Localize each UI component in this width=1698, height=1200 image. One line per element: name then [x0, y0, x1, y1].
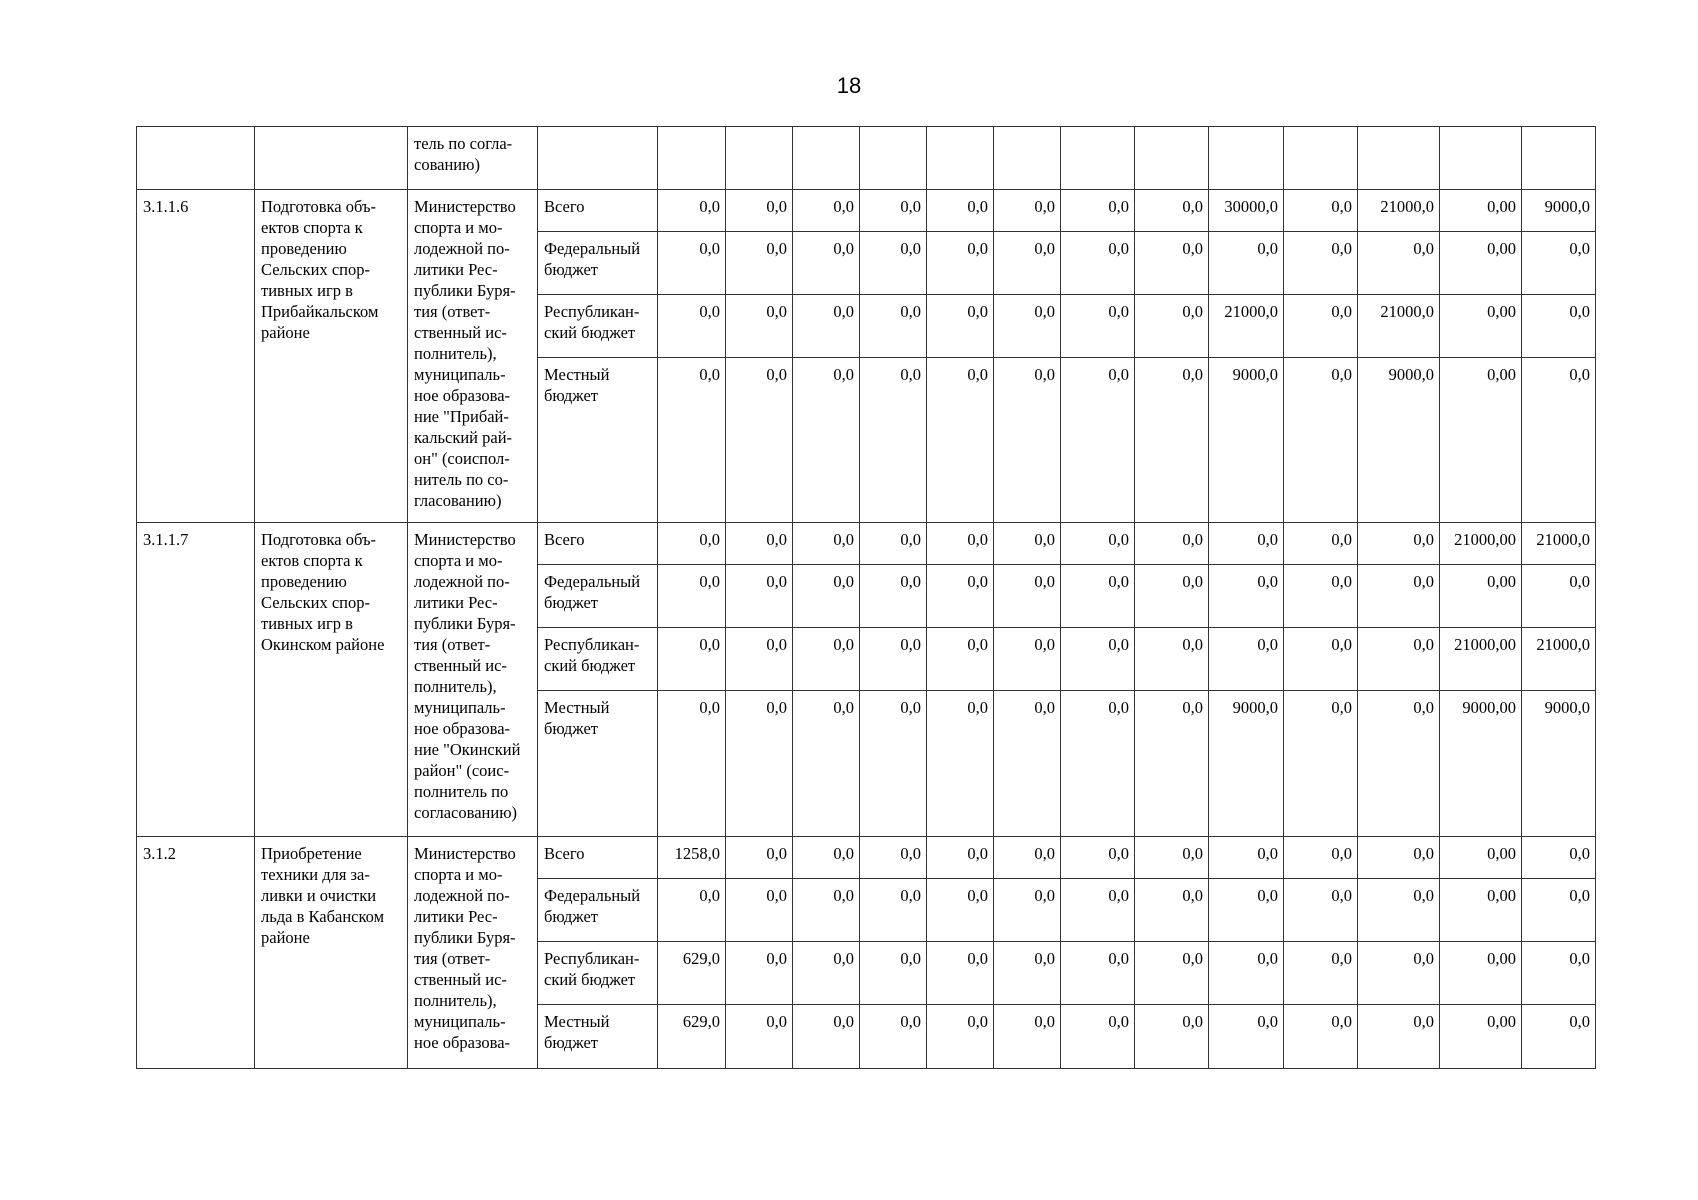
- amount-cell: 0,0: [860, 295, 927, 358]
- amount-cell: 0,0: [860, 1005, 927, 1069]
- amount-cell: 0,0: [994, 879, 1061, 942]
- budget-table: [136, 126, 1596, 1069]
- amount-cell: 0,0: [1209, 879, 1284, 942]
- value-cell: [1061, 127, 1135, 190]
- amount-cell: 0,0: [726, 358, 793, 523]
- amount-cell: 0,0: [1061, 942, 1135, 1005]
- activity-code: 3.1.1.6: [137, 190, 255, 523]
- amount-cell: 0,0: [1135, 565, 1209, 628]
- amount-cell: 0,0: [927, 565, 994, 628]
- amount-cell: 0,0: [1135, 358, 1209, 523]
- amount-cell: 0,00: [1440, 942, 1522, 1005]
- amount-cell: 0,0: [726, 190, 793, 232]
- amount-cell: 0,0: [726, 691, 793, 837]
- amount-cell: 629,0: [658, 1005, 726, 1069]
- amount-cell: 0,0: [927, 837, 994, 879]
- amount-cell: 0,0: [860, 942, 927, 1005]
- amount-cell: 0,0: [726, 628, 793, 691]
- amount-cell: 0,0: [994, 837, 1061, 879]
- activity-name: Подготовка объ- ектов спорта к проведению Сельских спор- тивных игр в Окинском районе: [255, 523, 408, 837]
- value-cell: [1440, 127, 1522, 190]
- table-row: [137, 523, 1596, 565]
- amount-cell: 0,0: [658, 190, 726, 232]
- amount-cell: 0,0: [1284, 691, 1358, 837]
- amount-cell: 0,0: [1135, 628, 1209, 691]
- amount-cell: 0,0: [1061, 190, 1135, 232]
- amount-cell: 0,0: [860, 691, 927, 837]
- amount-cell: 0,0: [1135, 523, 1209, 565]
- amount-cell: 0,0: [1284, 295, 1358, 358]
- code-cell: [137, 127, 255, 190]
- table-row: [137, 837, 1596, 879]
- amount-cell: 0,0: [1061, 523, 1135, 565]
- amount-cell: 0,0: [1284, 1005, 1358, 1069]
- amount-cell: 0,0: [1358, 879, 1440, 942]
- value-cell: [994, 127, 1061, 190]
- amount-cell: 0,0: [726, 565, 793, 628]
- amount-cell: 0,0: [927, 628, 994, 691]
- amount-cell: 0,0: [860, 565, 927, 628]
- amount-cell: 0,0: [1284, 628, 1358, 691]
- amount-cell: 0,0: [793, 232, 860, 295]
- amount-cell: 0,0: [994, 523, 1061, 565]
- amount-cell: 0,0: [726, 523, 793, 565]
- amount-cell: 0,0: [860, 837, 927, 879]
- amount-cell: 0,00: [1440, 879, 1522, 942]
- amount-cell: 0,0: [1522, 232, 1596, 295]
- amount-cell: 0,0: [1209, 942, 1284, 1005]
- amount-cell: 0,0: [1061, 358, 1135, 523]
- amount-cell: 9000,0: [1358, 358, 1440, 523]
- amount-cell: 0,0: [860, 879, 927, 942]
- amount-cell: 0,0: [1358, 232, 1440, 295]
- amount-cell: 0,0: [726, 879, 793, 942]
- amount-cell: 0,0: [793, 523, 860, 565]
- amount-cell: 0,0: [1135, 232, 1209, 295]
- executor: Министерство спорта и мо- лодежной по- литики Рес- публики Буря- тия (ответ- ственный ис- полнитель), муниципаль- ное образова- ние "Прибай- кальский рай- он" (соиспол- нитель по со- гласованию): [408, 190, 538, 523]
- amount-cell: 0,0: [1284, 523, 1358, 565]
- funding-source-total: Всего: [538, 523, 658, 565]
- amount-cell: 0,0: [1135, 879, 1209, 942]
- amount-cell: 0,00: [1440, 295, 1522, 358]
- amount-cell: 0,0: [1284, 232, 1358, 295]
- funding-source-total: Всего: [538, 837, 658, 879]
- amount-cell: 0,0: [1284, 565, 1358, 628]
- amount-cell: 0,00: [1440, 565, 1522, 628]
- amount-cell: 0,0: [1209, 1005, 1284, 1069]
- amount-cell: 0,0: [1358, 1005, 1440, 1069]
- funding-source-total: Всего: [538, 190, 658, 232]
- amount-cell: 0,0: [793, 879, 860, 942]
- amount-cell: 0,0: [927, 358, 994, 523]
- amount-cell: 0,0: [1135, 190, 1209, 232]
- amount-cell: 0,0: [658, 358, 726, 523]
- funding-source-local: Местный бюджет: [538, 1005, 658, 1069]
- amount-cell: 0,0: [1061, 837, 1135, 879]
- amount-cell: 0,0: [1522, 565, 1596, 628]
- amount-cell: 0,0: [927, 295, 994, 358]
- amount-cell: 0,00: [1440, 837, 1522, 879]
- amount-cell: 0,0: [793, 837, 860, 879]
- amount-cell: 0,0: [658, 628, 726, 691]
- amount-cell: 0,0: [1358, 628, 1440, 691]
- value-cell: [1284, 127, 1358, 190]
- amount-cell: 0,0: [1135, 1005, 1209, 1069]
- amount-cell: 0,0: [1358, 942, 1440, 1005]
- source-cell: [538, 127, 658, 190]
- activity-code: 3.1.1.7: [137, 523, 255, 837]
- amount-cell: 0,00: [1440, 358, 1522, 523]
- amount-cell: 0,0: [1358, 565, 1440, 628]
- amount-cell: 0,0: [994, 691, 1061, 837]
- executor-text: тель по согла- сованию): [414, 134, 513, 174]
- amount-cell: 0,0: [927, 232, 994, 295]
- value-cell: [726, 127, 793, 190]
- amount-cell: 0,0: [658, 295, 726, 358]
- amount-cell: 21000,0: [1522, 523, 1596, 565]
- funding-source-federal: Федеральный бюджет: [538, 565, 658, 628]
- amount-cell: 0,0: [1209, 523, 1284, 565]
- funding-source-local: Местный бюджет: [538, 358, 658, 523]
- amount-cell: 0,0: [658, 523, 726, 565]
- amount-cell: 0,0: [927, 879, 994, 942]
- amount-cell: 0,0: [1061, 295, 1135, 358]
- amount-cell: 0,0: [793, 628, 860, 691]
- amount-cell: 9000,0: [1522, 190, 1596, 232]
- amount-cell: 0,0: [860, 628, 927, 691]
- funding-source-republican: Республикан- ский бюджет: [538, 942, 658, 1005]
- amount-cell: 0,0: [658, 879, 726, 942]
- amount-cell: 0,0: [726, 295, 793, 358]
- executor: Министерство спорта и мо- лодежной по- литики Рес- публики Буря- тия (ответ- ственный ис- полнитель), муниципаль- ное образова-: [408, 837, 538, 1069]
- page-number: 18: [836, 73, 862, 98]
- value-cell: [1522, 127, 1596, 190]
- amount-cell: 9000,0: [1209, 691, 1284, 837]
- amount-cell: 0,0: [793, 565, 860, 628]
- amount-cell: 0,0: [927, 523, 994, 565]
- amount-cell: 0,0: [927, 190, 994, 232]
- amount-cell: 0,0: [1522, 942, 1596, 1005]
- amount-cell: 0,0: [793, 1005, 860, 1069]
- amount-cell: 0,0: [793, 358, 860, 523]
- amount-cell: 0,0: [1135, 837, 1209, 879]
- amount-cell: 0,0: [726, 1005, 793, 1069]
- amount-cell: 0,0: [793, 295, 860, 358]
- amount-cell: 0,0: [1209, 232, 1284, 295]
- value-cell: [793, 127, 860, 190]
- amount-cell: 0,0: [860, 358, 927, 523]
- funding-source-republican: Республикан- ский бюджет: [538, 628, 658, 691]
- amount-cell: 0,0: [1209, 565, 1284, 628]
- amount-cell: 0,0: [726, 837, 793, 879]
- amount-cell: 0,0: [1284, 879, 1358, 942]
- amount-cell: 0,0: [1135, 691, 1209, 837]
- amount-cell: 0,0: [658, 691, 726, 837]
- amount-cell: 0,0: [726, 232, 793, 295]
- amount-cell: 0,00: [1440, 190, 1522, 232]
- amount-cell: 0,0: [1284, 358, 1358, 523]
- executor-cell: [408, 127, 538, 190]
- amount-cell: 21000,00: [1440, 523, 1522, 565]
- funding-source-federal: Федеральный бюджет: [538, 232, 658, 295]
- amount-cell: 0,0: [1061, 565, 1135, 628]
- amount-cell: 0,0: [1061, 232, 1135, 295]
- value-cell: [658, 127, 726, 190]
- amount-cell: 0,0: [1522, 879, 1596, 942]
- amount-cell: 0,00: [1440, 232, 1522, 295]
- amount-cell: 0,0: [927, 942, 994, 1005]
- amount-cell: 0,0: [927, 1005, 994, 1069]
- value-cell: [1135, 127, 1209, 190]
- amount-cell: 0,0: [1358, 523, 1440, 565]
- amount-cell: 0,0: [1522, 1005, 1596, 1069]
- amount-cell: 0,0: [994, 628, 1061, 691]
- amount-cell: 0,0: [1522, 295, 1596, 358]
- value-cell: [1209, 127, 1284, 190]
- amount-cell: 0,0: [1358, 691, 1440, 837]
- amount-cell: 0,0: [793, 190, 860, 232]
- amount-cell: 0,0: [860, 190, 927, 232]
- activity-code: 3.1.2: [137, 837, 255, 1069]
- amount-cell: 0,0: [1061, 1005, 1135, 1069]
- amount-cell: 21000,0: [1522, 628, 1596, 691]
- amount-cell: 0,0: [658, 565, 726, 628]
- value-cell: [927, 127, 994, 190]
- amount-cell: 21000,0: [1358, 190, 1440, 232]
- amount-cell: 0,0: [994, 295, 1061, 358]
- amount-cell: 9000,00: [1440, 691, 1522, 837]
- amount-cell: 0,0: [1358, 837, 1440, 879]
- amount-cell: 0,0: [1135, 942, 1209, 1005]
- funding-source-local: Местный бюджет: [538, 691, 658, 837]
- amount-cell: 9000,0: [1522, 691, 1596, 837]
- amount-cell: 21000,0: [1209, 295, 1284, 358]
- amount-cell: 0,0: [994, 942, 1061, 1005]
- executor: Министерство спорта и мо- лодежной по- литики Рес- публики Буря- тия (ответ- ственный ис- полнитель), муниципаль- ное образова- ние "Окинский район" (соис- полнитель по согласованию): [408, 523, 538, 837]
- amount-cell: 0,0: [1061, 879, 1135, 942]
- activity-name: Подготовка объ- ектов спорта к проведению Сельских спор- тивных игр в Прибайкальском районе: [255, 190, 408, 523]
- amount-cell: 0,0: [658, 232, 726, 295]
- amount-cell: 0,0: [994, 565, 1061, 628]
- continuation-row: [137, 127, 1596, 190]
- amount-cell: 0,0: [994, 190, 1061, 232]
- amount-cell: 21000,0: [1358, 295, 1440, 358]
- amount-cell: 0,0: [860, 523, 927, 565]
- amount-cell: 30000,0: [1209, 190, 1284, 232]
- value-cell: [860, 127, 927, 190]
- amount-cell: 0,0: [1209, 628, 1284, 691]
- amount-cell: 0,0: [793, 691, 860, 837]
- amount-cell: 0,0: [1135, 295, 1209, 358]
- amount-cell: 0,0: [793, 942, 860, 1005]
- amount-cell: 21000,00: [1440, 628, 1522, 691]
- amount-cell: 0,0: [1284, 837, 1358, 879]
- amount-cell: 0,0: [1522, 837, 1596, 879]
- amount-cell: 0,00: [1440, 1005, 1522, 1069]
- amount-cell: 0,0: [994, 358, 1061, 523]
- value-cell: [1358, 127, 1440, 190]
- amount-cell: 0,0: [994, 232, 1061, 295]
- amount-cell: 0,0: [1061, 628, 1135, 691]
- amount-cell: 0,0: [726, 942, 793, 1005]
- amount-cell: 0,0: [1284, 190, 1358, 232]
- amount-cell: 0,0: [1284, 942, 1358, 1005]
- amount-cell: 0,0: [1522, 358, 1596, 523]
- funding-source-republican: Республикан- ский бюджет: [538, 295, 658, 358]
- amount-cell: 0,0: [994, 1005, 1061, 1069]
- amount-cell: 0,0: [1209, 837, 1284, 879]
- amount-cell: 9000,0: [1209, 358, 1284, 523]
- name-cell: [255, 127, 408, 190]
- amount-cell: 0,0: [860, 232, 927, 295]
- amount-cell: 0,0: [927, 691, 994, 837]
- amount-cell: 1258,0: [658, 837, 726, 879]
- activity-name: Приобретение техники для за- ливки и очистки льда в Кабанском районе: [255, 837, 408, 1069]
- amount-cell: 629,0: [658, 942, 726, 1005]
- funding-source-federal: Федеральный бюджет: [538, 879, 658, 942]
- amount-cell: 0,0: [1061, 691, 1135, 837]
- table-row: [137, 190, 1596, 232]
